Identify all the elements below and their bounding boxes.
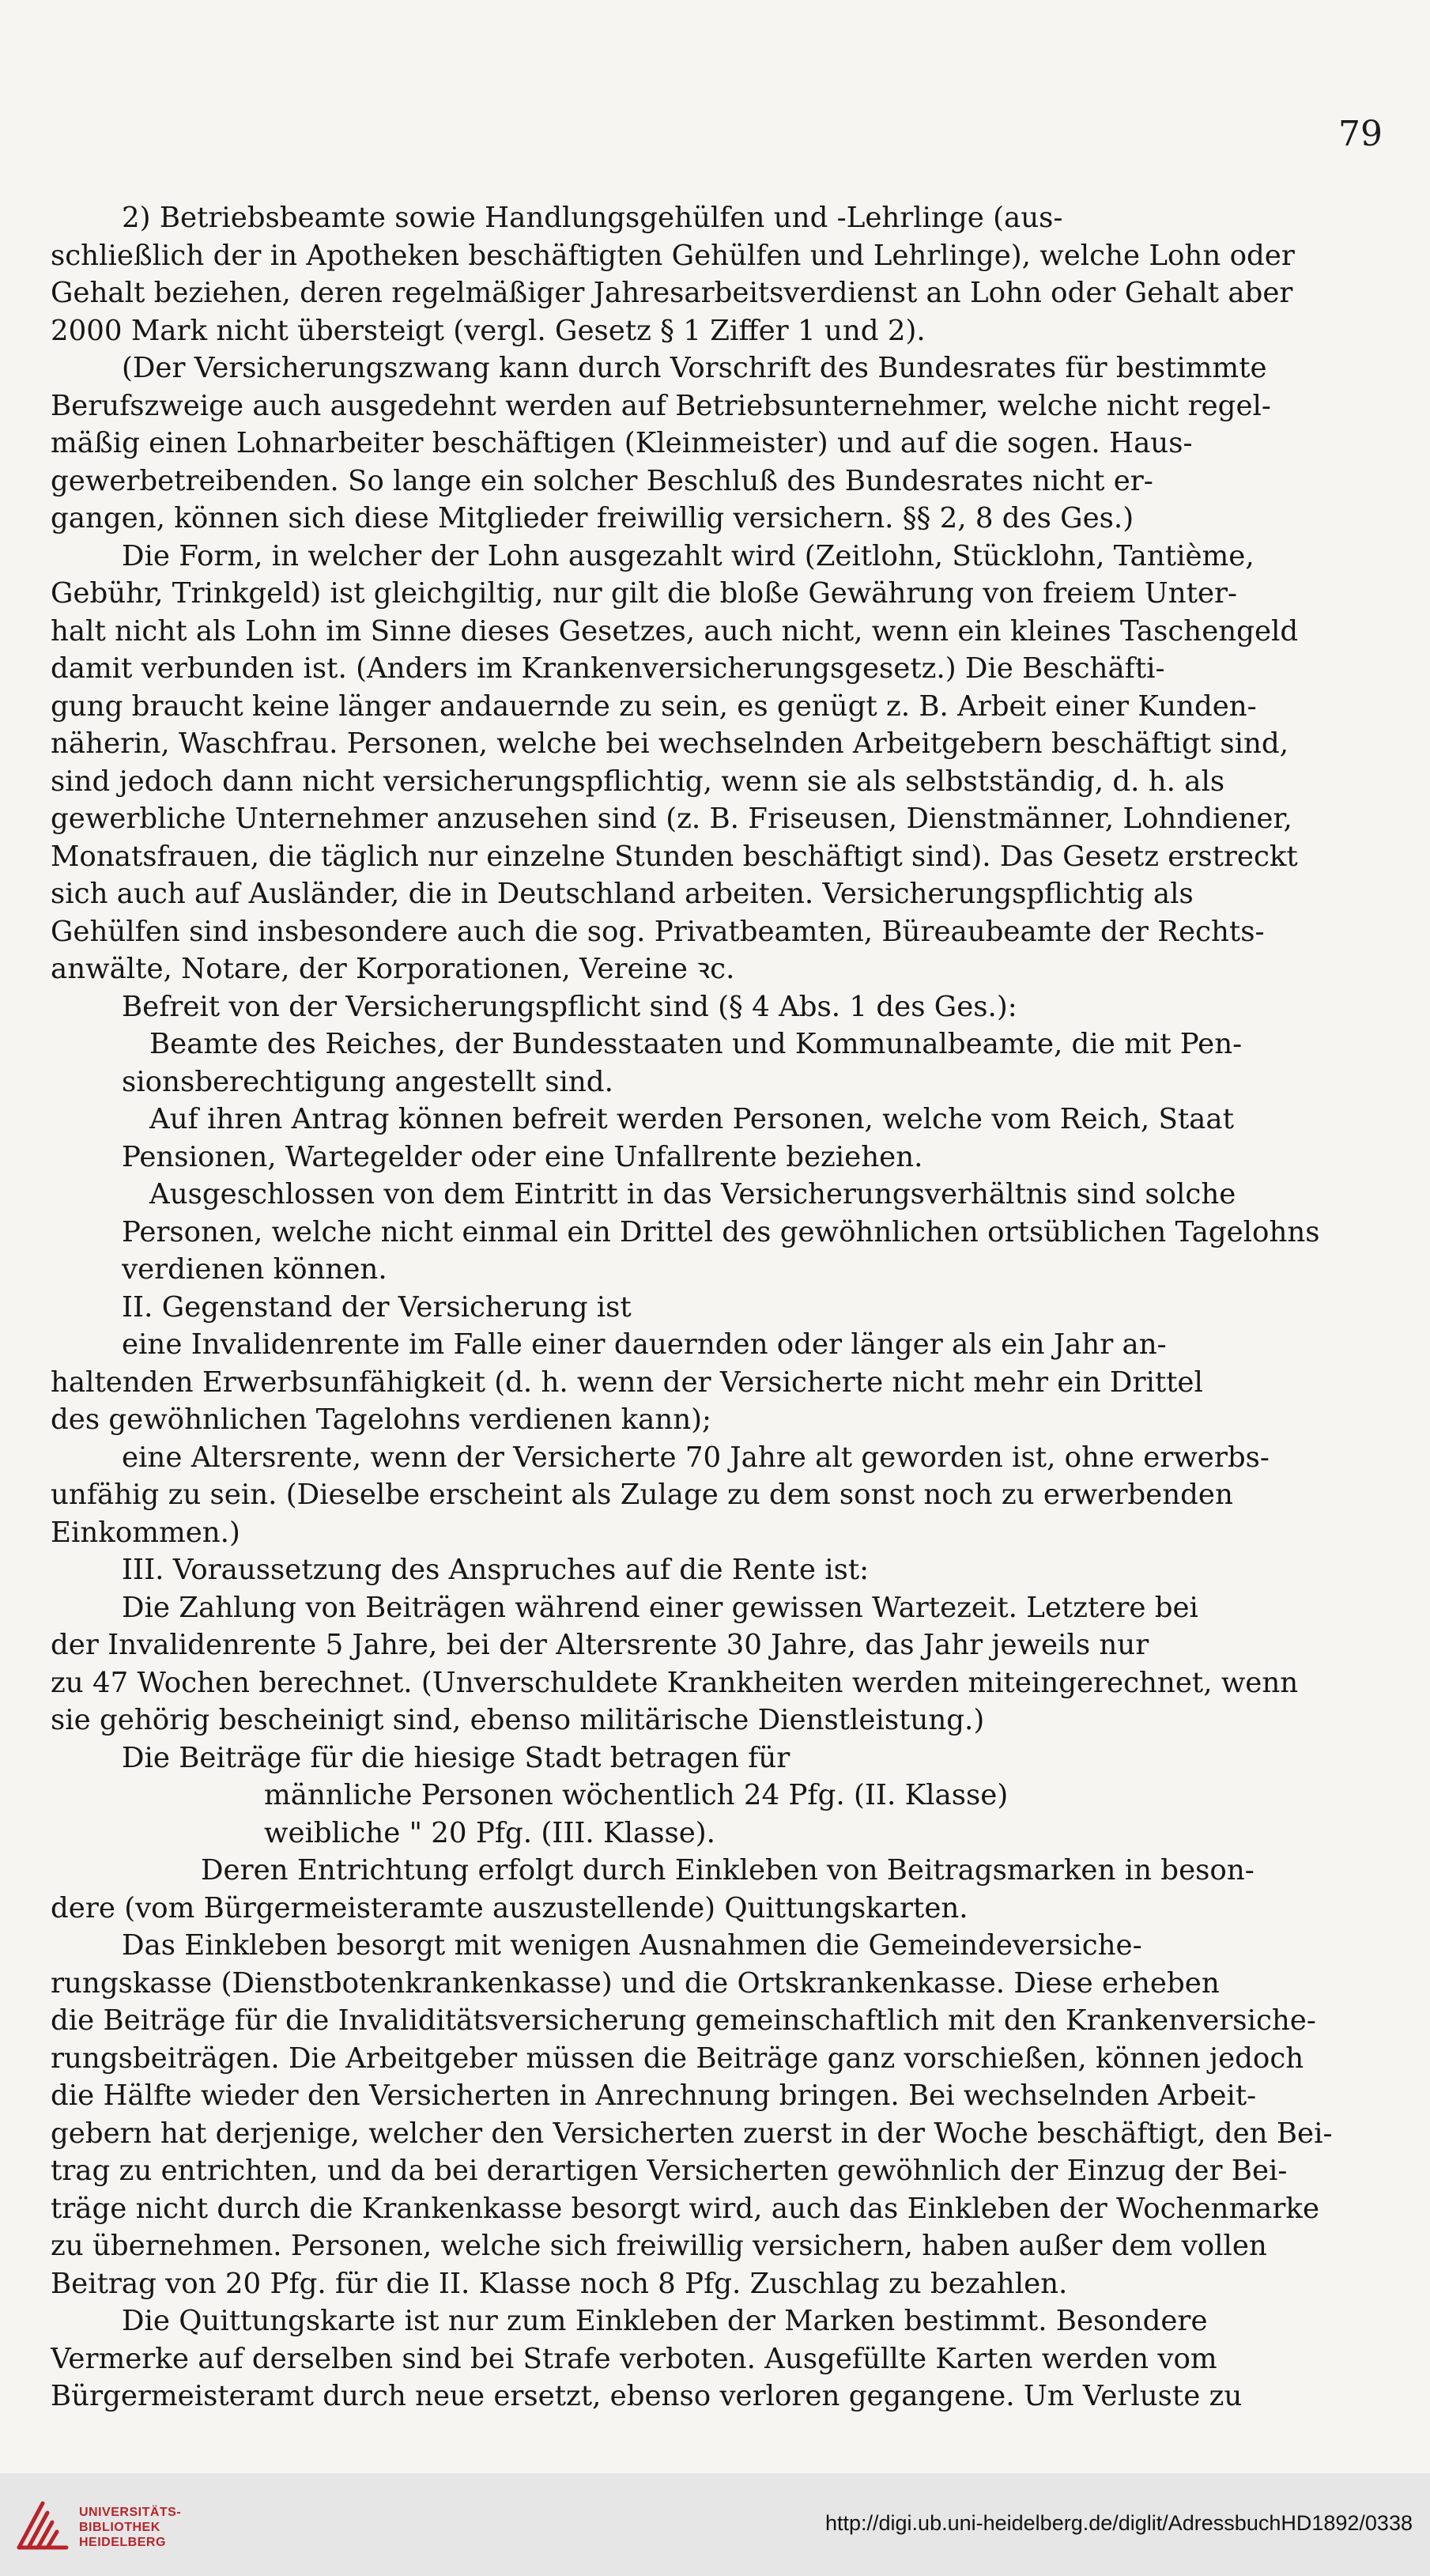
text-line: sionsberechtigung angestellt sind. (122, 1065, 613, 1098)
text-line: gung braucht keine länger andauernde zu sein, es genügt z. B. Arbeit einer Kunden- (51, 689, 1257, 723)
text-line: träge nicht durch die Krankenkasse besorgt wird, auch das Einkleben der Wochenmarke (51, 2192, 1320, 2225)
text-line: Beitrag von 20 Pfg. für die II. Klasse noch 8 Pfg. Zuschlag zu bezahlen. (51, 2267, 1068, 2300)
text-line: Die Beiträge für die hiesige Stadt betragen für (122, 1741, 790, 1774)
text-line: näherin, Waschfrau. Personen, welche bei wechselnden Arbeitgebern beschäftigt sind, (51, 727, 1289, 760)
library-name-line: HEIDELBERG (79, 2536, 166, 2549)
library-name-line: UNIVERSITÄTS- (79, 2506, 182, 2519)
text-line: eine Invalidenrente im Falle einer dauernden oder länger als ein Jahr an- (122, 1328, 1167, 1361)
text-line: gewerbliche Unternehmer anzusehen sind (z. B. Friseusen, Dienstmänner, Lohndiener, (51, 803, 1292, 835)
library-name-line: BIBLIOTHEK (79, 2521, 160, 2534)
text-line: die Beiträge für die Invaliditätsversicherung gemeinschaftlich mit den Krankenversiche- (51, 2004, 1316, 2037)
text-line: sie gehörig bescheinigt sind, ebenso militärische Dienstleistung.) (51, 1704, 985, 1736)
text-line: II. Gegenstand der Versicherung ist (122, 1290, 632, 1324)
text-line: halt nicht als Lohn im Sinne dieses Gesetzes, auch nicht, wenn ein kleines Taschengeld (51, 614, 1299, 648)
text-line: eine Altersrente, wenn der Versicherte 70 Jahre alt geworden ist, ohne erwerbs- (122, 1441, 1270, 1474)
text-line: mäßig einen Lohnarbeiter beschäftigen (Kleinmeister) und auf die sogen. Haus- (51, 427, 1193, 459)
text-line: Die Zahlung von Beiträgen während einer gewissen Wartezeit. Letztere bei (122, 1591, 1198, 1624)
text-line: unfähig zu sein. (Dieselbe erscheint als Zulage zu dem sonst noch zu erwerbenden (51, 1479, 1233, 1511)
text-line: Bürgermeisteramt durch neue ersetzt, ebenso verloren gegangene. Um Verluste zu (51, 2380, 1243, 2412)
text-line: 2) Betriebsbeamte sowie Handlungsgehülfen und -Lehrlinge (aus- (122, 202, 1063, 234)
text-line: schließlich der in Apotheken beschäftigten Gehülfen und Lehrlinge), welche Lohn oder (51, 239, 1295, 272)
text-line: Auf ihren Antrag können befreit werden Personen, welche vom Reich, Staat (149, 1103, 1234, 1135)
text-line: sich auch auf Ausländer, die in Deutschland arbeiten. Versicherungspflichtig als (51, 878, 1194, 910)
text-line: Beamte des Reiches, der Bundesstaaten und Kommunalbeamte, die mit Pen- (149, 1028, 1243, 1060)
text-line: Einkommen.) (51, 1516, 240, 1549)
text-line: die Hälfte wieder den Versicherten in Anrechnung bringen. Bei wechselnden Arbeit- (51, 2079, 1257, 2112)
text-line: damit verbunden ist. (Anders im Krankenversicherungsgesetz.) Die Beschäfti- (51, 652, 1165, 685)
text-line: dere (vom Bürgermeisteramte auszustellende) Quittungskarten. (51, 1891, 968, 1924)
text-line: Befreit von der Versicherungspflicht sind (§ 4 Abs. 1 des Ges.): (122, 990, 1017, 1023)
text-line: Personen, welche nicht einmal ein Drittel des gewöhnlichen ortsüblichen Tagelohns (122, 1215, 1320, 1248)
text-line: Die Quittungskarte ist nur zum Einkleben der Marken bestimmt. Besondere (122, 2305, 1208, 2337)
page-text (51, 199, 1352, 2415)
text-line: anwälte, Notare, der Korporationen, Vereine ꝛc. (51, 953, 735, 985)
text-line: Gehalt beziehen, deren regelmäßiger Jahresarbeitsverdienst an Lohn oder Gehalt aber (51, 277, 1293, 309)
text-line: sind jedoch dann nicht versicherungspflichtig, wenn sie als selbstständig, d. h. als (51, 765, 1225, 798)
text-line: Ausgeschlossen von dem Eintritt in das Versicherungsverhältnis sind solche (149, 1178, 1236, 1211)
text-line: männliche Personen wöchentlich 24 Pfg. (II. Klasse) (264, 1779, 1009, 1811)
text-line: Gehülfen sind insbesondere auch die sog. Privatbeamten, Büreaubeamte der Rechts- (51, 915, 1265, 948)
text-line: Vermerke auf derselben sind bei Strafe verboten. Ausgefüllte Karten werden vom (51, 2342, 1217, 2375)
text-line: Gebühr, Trinkgeld) ist gleichgiltig, nur gilt die bloße Gewährung von freiem Unter- (51, 577, 1238, 610)
text-line: Pensionen, Wartegelder oder eine Unfallrente beziehen. (122, 1140, 923, 1173)
text-line: zu übernehmen. Personen, welche sich freiwillig versichern, haben außer dem vollen (51, 2230, 1267, 2262)
text-line: 2000 Mark nicht übersteigt (vergl. Gesetz § 1 Ziffer 1 und 2). (51, 314, 926, 347)
text-line: Monatsfrauen, die täglich nur einzelne Stunden beschäftigt sind). Das Gesetz erstreckt (51, 840, 1298, 873)
text-line: gewerbetreibenden. So lange ein solcher Beschluß des Bundesrates nicht er- (51, 464, 1153, 497)
text-line: verdienen können. (122, 1253, 387, 1286)
text-line: gangen, können sich diese Mitglieder freiwillig versichern. §§ 2, 8 des Ges.) (51, 502, 1134, 534)
text-line: Berufszweige auch ausgedehnt werden auf Betriebsunternehmer, welche nicht regel- (51, 389, 1271, 422)
library-name (79, 2505, 181, 2550)
text-line: zu 47 Wochen berechnet. (Unverschuldete Krankheiten werden miteingerechnet, wenn (51, 1666, 1299, 1699)
text-line: des gewöhnlichen Tagelohns verdienen kann); (51, 1403, 712, 1436)
text-line: Deren Entrichtung erfolgt durch Einkleben von Beitragsmarken in beson- (201, 1854, 1255, 1887)
text-line: rungsbeiträgen. Die Arbeitgeber müssen die Beiträge ganz vorschießen, können jedoch (51, 2042, 1304, 2075)
text-line: weibliche " 20 Pfg. (III. Klasse). (264, 1816, 715, 1849)
library-logo-icon (13, 2495, 73, 2555)
text-line: Das Einkleben besorgt mit wenigen Ausnahmen die Gemeindeversiche- (122, 1929, 1142, 1962)
page-number: 79 (1338, 114, 1383, 154)
text-line: (Der Versicherungszwang kann durch Vorschrift des Bundesrates für bestimmte (122, 352, 1267, 384)
text-line: haltenden Erwerbsunfähigkeit (d. h. wenn der Versicherte nicht mehr ein Drittel (51, 1365, 1203, 1399)
text-line: III. Voraussetzung des Anspruches auf die Rente ist: (122, 1554, 870, 1586)
permalink-url[interactable]: http://digi.ub.uni-heidelberg.de/diglit/AdressbuchHD1892/0338 (824, 2511, 1413, 2535)
text-line: gebern hat derjenige, welcher den Versicherten zuerst in der Woche beschäftigt, den Bei- (51, 2117, 1333, 2150)
text-line: rungskasse (Dienstbotenkrankenkasse) und die Ortskrankenkasse. Diese erheben (51, 1966, 1220, 2000)
text-line: Die Form, in welcher der Lohn ausgezahlt wird (Zeitlohn, Stücklohn, Tantième, (122, 539, 1255, 572)
text-line: trag zu entrichten, und da bei derartigen Versicherten gewöhnlich der Einzug der Bei- (51, 2155, 1288, 2187)
footer-bar (0, 2473, 1430, 2576)
text-line: der Invalidenrente 5 Jahre, bei der Altersrente 30 Jahre, das Jahr jeweils nur (51, 1629, 1149, 1661)
